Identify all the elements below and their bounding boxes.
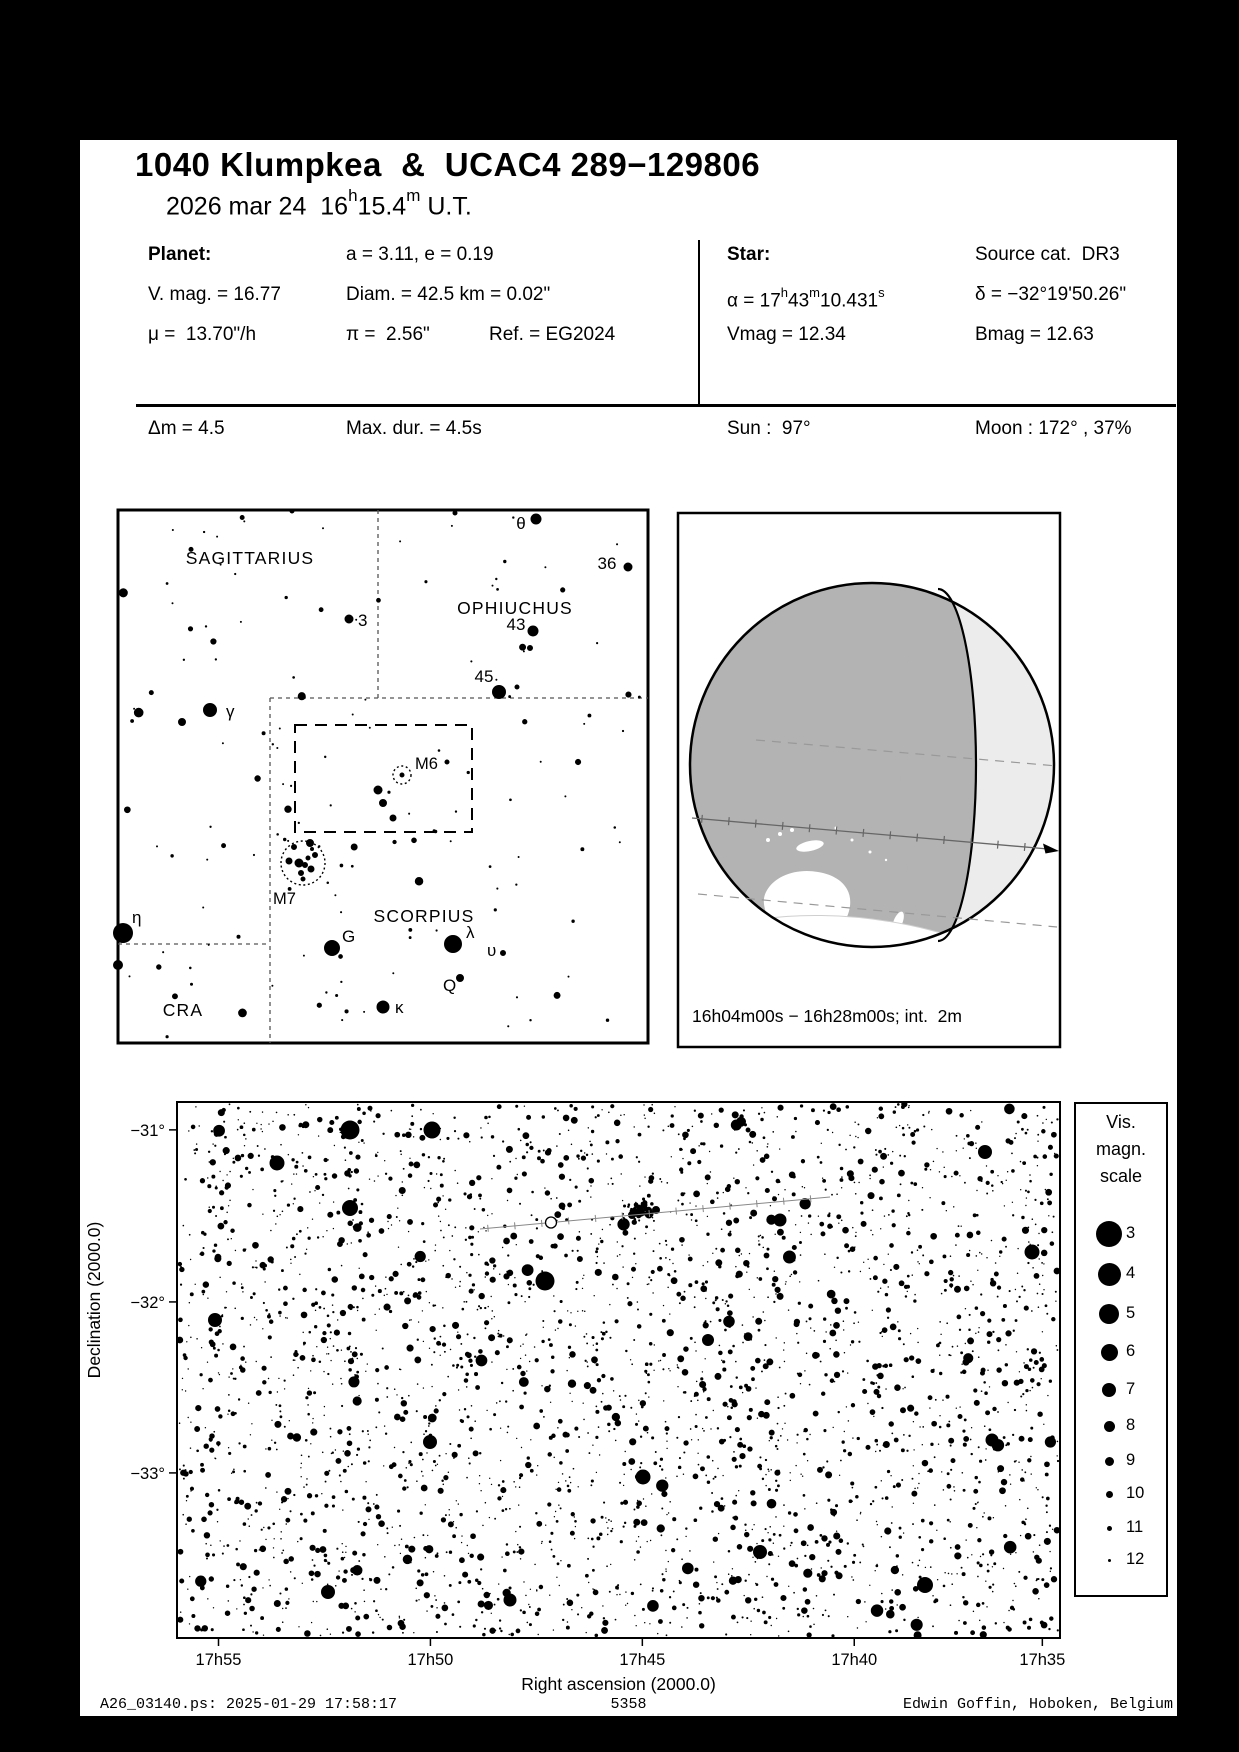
track-time-tick xyxy=(917,834,918,842)
legend-magnitude-label: 11 xyxy=(1126,1518,1144,1536)
star-label: Star: xyxy=(727,244,771,265)
date-lead: 2026 mar 24 16 xyxy=(166,192,349,221)
track-time-tick xyxy=(997,841,998,849)
track-time-tick xyxy=(863,829,864,837)
constellation-label: CRA xyxy=(162,1000,204,1020)
star-label-lambda: λ xyxy=(466,923,475,942)
event-drop-magnitude: Δm = 4.5 xyxy=(148,418,225,439)
legend-magnitude-label: 4 xyxy=(1126,1264,1136,1282)
y-tick-label: −31° xyxy=(130,1121,165,1140)
date-min: 15.4 xyxy=(357,192,407,221)
detail-star-chart xyxy=(130,1101,1065,1669)
legend-magnitude-label: 7 xyxy=(1126,1380,1136,1398)
constellation-label: SAGITTARIUS xyxy=(185,548,315,568)
footer-author: Edwin Goffin, Hoboken, Belgium xyxy=(902,1696,1173,1713)
legend-magnitude-dot xyxy=(1106,1491,1113,1498)
track-time-tick xyxy=(622,1212,623,1219)
track-time-tick xyxy=(515,1222,516,1229)
event-max-duration: Max. dur. = 4.5s xyxy=(346,418,482,439)
target-star-marker xyxy=(546,1217,557,1228)
planet-reference: Ref. = EG2024 xyxy=(489,324,616,345)
legend-magnitude-label: 3 xyxy=(1126,1224,1136,1242)
planet-motion: μ = 13.70"/h xyxy=(148,324,257,345)
star-vmag: Vmag = 12.34 xyxy=(727,324,846,345)
y-tick-label: −33° xyxy=(130,1464,165,1483)
planet-label: Planet: xyxy=(148,244,212,265)
planet-parallax: π = 2.56" xyxy=(346,324,430,345)
event-sun-elongation: Sun : 97° xyxy=(727,418,811,439)
x-axis-title: Right ascension (2000.0) xyxy=(521,1674,716,1694)
legend-magnitude-label: 5 xyxy=(1126,1304,1136,1322)
legend-title-line: magn. xyxy=(1095,1139,1147,1159)
track-time-tick xyxy=(568,1217,569,1224)
legend-magnitude-label: 12 xyxy=(1126,1550,1145,1568)
track-time-tick xyxy=(702,815,703,823)
track-time-tick xyxy=(971,838,972,846)
star-label-43: 43 xyxy=(506,615,526,634)
track-time-tick xyxy=(729,817,730,825)
planet-vmag: V. mag. = 16.77 xyxy=(148,284,281,305)
track-time-tick xyxy=(810,1195,811,1202)
legend-magnitude-label: 8 xyxy=(1126,1416,1136,1434)
legend-magnitude-dot xyxy=(1099,1304,1119,1324)
legend-title-line: scale xyxy=(1099,1166,1143,1186)
track-time-tick xyxy=(595,1215,596,1222)
x-tick-label: 17h35 xyxy=(1019,1651,1066,1669)
y-axis-title: Declination (2000.0) xyxy=(84,1221,104,1379)
constellation-label: SCORPIUS xyxy=(373,906,475,926)
star-label-kappa: κ xyxy=(395,998,404,1017)
track-time-tick xyxy=(757,1200,758,1207)
event-moon-elongation: Moon : 172° , 37% xyxy=(975,418,1132,439)
earth-globe-panel xyxy=(678,513,1060,1047)
star-source-catalog: Source cat. DR3 xyxy=(975,244,1120,265)
cluster-label: M7 xyxy=(273,890,296,908)
legend-magnitude-dot xyxy=(1108,1559,1111,1562)
legend-magnitude-dot xyxy=(1105,1457,1114,1466)
legend-magnitude-label: 6 xyxy=(1126,1342,1136,1360)
star-dec: δ = −32°19'50.26" xyxy=(975,284,1127,305)
legend-magnitude-label: 10 xyxy=(1126,1484,1145,1502)
x-tick-label: 17h45 xyxy=(619,1651,666,1669)
track-time-tick xyxy=(783,1198,784,1205)
planet-orbit: a = 3.11, e = 0.19 xyxy=(346,244,494,265)
finder-overview-chart xyxy=(113,509,648,1044)
y-tick-label: −32° xyxy=(130,1293,165,1312)
x-tick-label: 17h40 xyxy=(831,1651,878,1669)
star-bmag: Bmag = 12.63 xyxy=(975,324,1094,345)
legend-title-line: Vis. xyxy=(1106,1112,1136,1132)
star-ra: $\alpha = 17^h43^m10.431^s$ xyxy=(727,285,885,312)
date-tail: U.T. xyxy=(420,192,472,221)
track-time-tick xyxy=(836,827,837,835)
page-title: 1040 Klumpkea & UCAC4 289−129806 xyxy=(135,146,761,183)
x-tick-label: 17h50 xyxy=(407,1651,454,1669)
track-time-tick xyxy=(676,1208,677,1215)
x-tick-label: 17h55 xyxy=(195,1651,242,1669)
track-time-tick xyxy=(809,824,810,832)
legend-magnitude-dot xyxy=(1096,1221,1122,1247)
star-label-36: 36 xyxy=(597,554,617,573)
star-label-theta: θ xyxy=(516,514,526,533)
track-time-tick xyxy=(541,1220,542,1227)
track-time-tick xyxy=(944,836,945,844)
legend-magnitude-dot xyxy=(1101,1344,1118,1361)
star-label-gamma: γ xyxy=(226,702,235,721)
track-time-tick xyxy=(890,831,891,839)
star-label-45: 45 xyxy=(474,667,494,686)
star-label-Q: Q xyxy=(443,976,457,995)
hour-sup: h xyxy=(348,186,358,205)
legend-magnitude-dot xyxy=(1098,1263,1121,1286)
globe-time-range: 16h04m00s − 16h28m00s; int. 2m xyxy=(692,1006,962,1026)
min-sup: m xyxy=(406,186,421,205)
footer-page-number: 5358 xyxy=(610,1696,647,1713)
track-time-tick xyxy=(755,820,756,828)
track-time-tick xyxy=(782,822,783,830)
cluster-label: M6 xyxy=(415,755,438,773)
legend-magnitude-dot xyxy=(1104,1421,1115,1432)
track-time-tick xyxy=(1024,843,1025,851)
constellation-label: OPHIUCHUS xyxy=(457,598,573,618)
star-label-eta: η xyxy=(132,908,142,927)
footer-filename: A26_03140.ps: 2025-01-29 17:58:17 xyxy=(100,1696,398,1713)
planet-diameter: Diam. = 42.5 km = 0.02" xyxy=(346,284,551,305)
legend-magnitude-dot xyxy=(1102,1383,1116,1397)
charts-canvas xyxy=(80,140,1177,1716)
magnitude-scale-legend xyxy=(1074,1102,1168,1597)
track-time-tick xyxy=(703,1205,704,1212)
track-time-tick xyxy=(649,1210,650,1217)
document-page xyxy=(80,140,1177,1716)
star-label-G: G xyxy=(342,927,356,946)
star-label-upsilon: υ xyxy=(487,941,497,960)
legend-magnitude-dot xyxy=(1107,1526,1112,1531)
track-time-tick xyxy=(730,1203,731,1210)
legend-magnitude-label: 9 xyxy=(1126,1451,1136,1469)
star-label-3: 3 xyxy=(358,611,368,630)
track-time-tick xyxy=(488,1225,489,1232)
